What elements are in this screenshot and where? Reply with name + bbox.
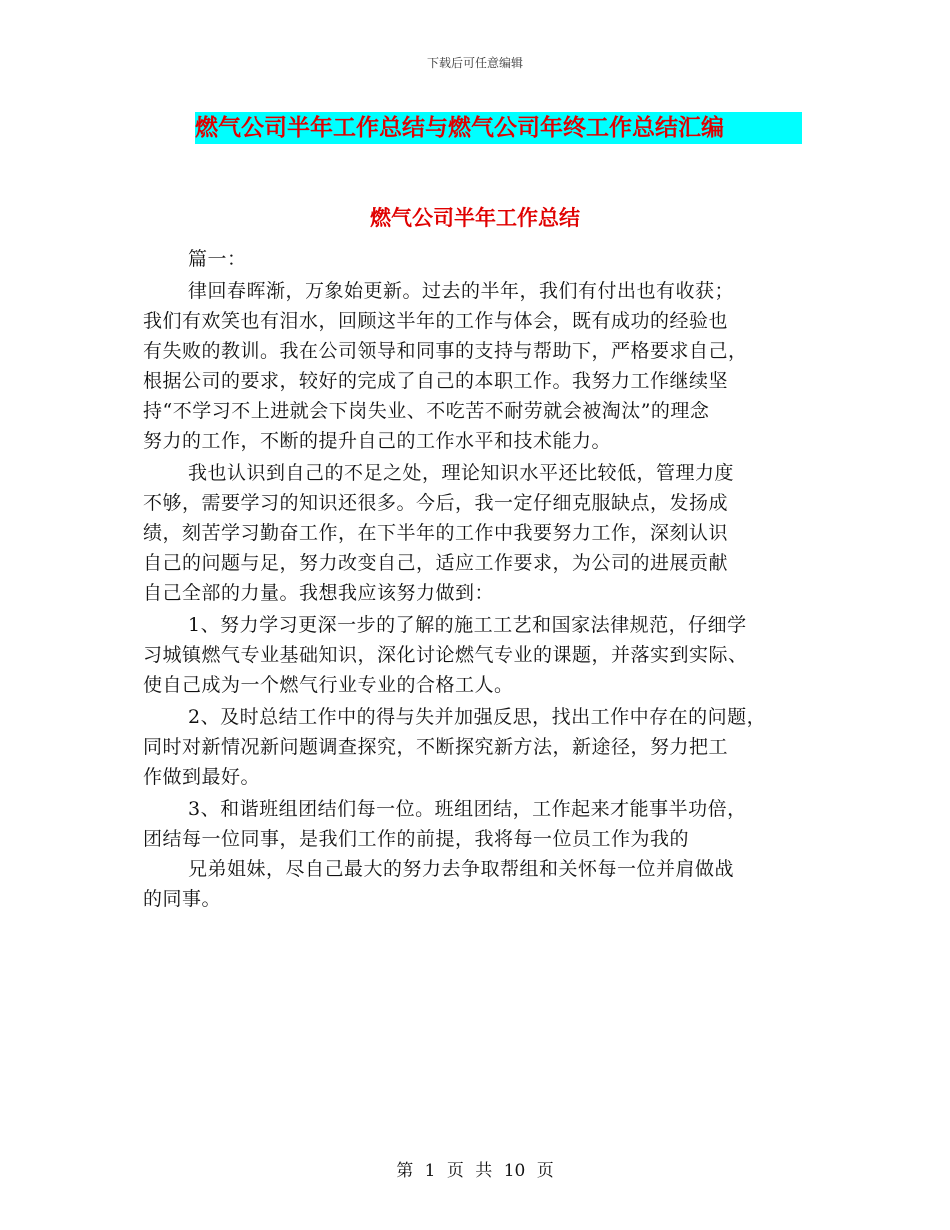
text-line: 2、及时总结工作中的得与失并加强反思，找出工作中存在的问题， <box>188 706 767 728</box>
text-line: 作做到最好。 <box>143 766 261 788</box>
text-line: 自己全部的力量。我想我应该努力做到： <box>143 582 495 604</box>
text-line: 使自己成为一个燃气行业专业的合格工人。 <box>143 674 514 696</box>
document-body <box>143 244 833 914</box>
text-line: 不够，需要学习的知识还很多。今后，我一定仔细克服缺点，发扬成 <box>143 492 729 514</box>
text-line: 我也认识到自己的不足之处，理论知识水平还比较低，管理力度 <box>188 462 735 484</box>
text-line: 努力的工作，不断的提升自己的工作水平和技术能力。 <box>143 430 612 452</box>
text-line: 律回春晖渐，万象始更新。过去的半年，我们有付出也有收获； <box>188 280 735 302</box>
text-line: 3、和谐班组团结们每一位。班组团结，工作起来才能事半功倍， <box>188 798 747 820</box>
text-line: 习城镇燃气专业基础知识，深化讨论燃气专业的课题，并落实到实际、 <box>143 644 748 666</box>
page-number-footer: 第 1 页 共 10 页 <box>396 1161 554 1181</box>
text-line: 绩，刻苦学习勤奋工作，在下半年的工作中我要努力工作，深刻认识 <box>143 522 729 544</box>
text-line: 根据公司的要求，较好的完成了自己的本职工作。我努力工作继续坚 <box>143 370 729 392</box>
text-line: 团结每一位同事，是我们工作的前提，我将每一位员工作为我的 <box>143 828 690 850</box>
text-line: 同时对新情况新问题调查探究，不断探究新方法，新途径，努力把工 <box>143 736 729 758</box>
text-line: 1、努力学习更深一步的了解的施工工艺和国家法律规范，仔细学 <box>188 614 747 636</box>
text-line: 持“不学习不上进就会下岗失业、不吃苦不耐劳就会被淘汰”的理念 <box>143 400 710 422</box>
text-line: 的同事。 <box>143 888 222 910</box>
text-line: 有失败的教训。我在公司领导和同事的支持与帮助下，严格要求自己， <box>143 340 748 362</box>
page-header-note: 下载后可任意编辑 <box>426 56 523 70</box>
text-line: 自己的问题与足，努力改变自己，适应工作要求，为公司的进展贡献 <box>143 552 729 574</box>
text-line: 兄弟姐妹，尽自己最大的努力去争取帮组和关怀每一位并肩做战 <box>188 858 735 880</box>
text-line: 篇一： <box>188 248 247 270</box>
text-line: 我们有欢笑也有泪水，回顾这半年的工作与体会，既有成功的经验也 <box>143 310 729 332</box>
document-title: 燃气公司半年工作总结与燃气公司年终工作总结汇编 <box>195 112 802 144</box>
section-title: 燃气公司半年工作总结 <box>370 205 580 230</box>
